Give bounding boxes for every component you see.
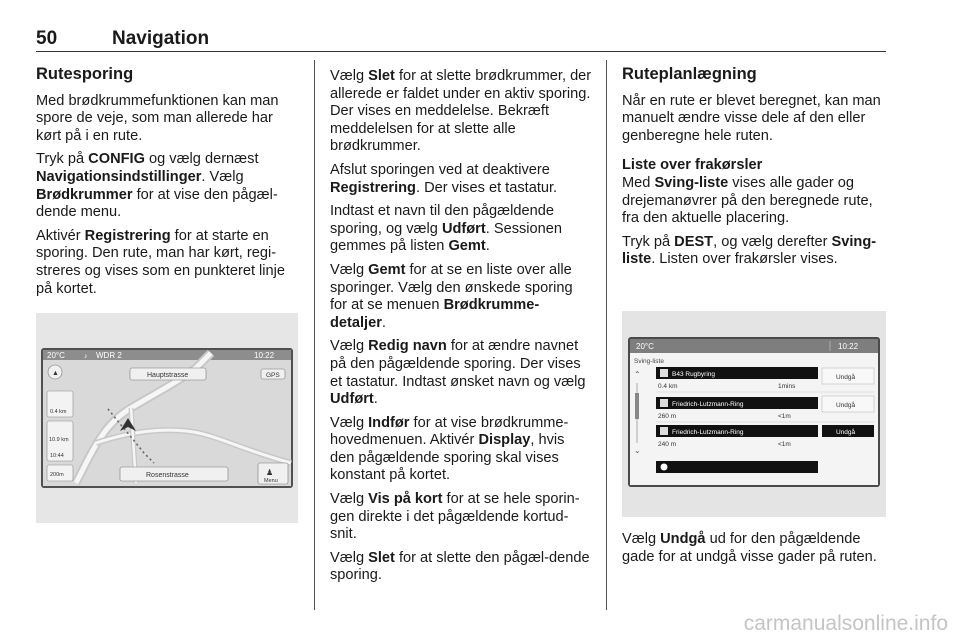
turn-row1-avoid: Undgå bbox=[836, 374, 856, 381]
subheading-frakoersler: Liste over frakørsler bbox=[622, 157, 763, 174]
paragraph: Aktivér Registrering for at starte en sporing. Den rute, man har kørt, regi‐streres og vises som en punkteret linje på kortet. bbox=[36, 227, 286, 297]
watermark: carmanualsonline.info bbox=[743, 612, 948, 635]
menu-person-icon: ♟ bbox=[266, 468, 274, 477]
nav-scale: 200m bbox=[50, 472, 64, 478]
svg-text:▲: ▲ bbox=[52, 370, 59, 377]
page-number: 50 bbox=[36, 28, 58, 49]
turn-row1-dist: 0.4 km bbox=[658, 383, 678, 390]
navigation-map-graphic bbox=[36, 313, 298, 523]
turn-row2-avoid: Undgå bbox=[836, 402, 856, 409]
paragraph: Med brødkrummefunktionen kan man spore de veje, som man allerede har kørt på i en rute. bbox=[36, 92, 279, 144]
nav-dist1: 0.4 km bbox=[50, 409, 67, 415]
nav-eta: 10:44 bbox=[50, 453, 64, 459]
turn-row3-time: <1m bbox=[778, 441, 791, 448]
paragraph: Vælg Redig navn for at ændre navnet på den pågældende sporing. Der vises et tastatur. Indtast ønsket navn og vælg Udført. bbox=[330, 338, 586, 408]
heading-rutesporing: Rutesporing bbox=[36, 65, 134, 83]
column-divider bbox=[606, 60, 607, 610]
navigation-map-screenshot bbox=[36, 313, 298, 523]
nav-dist2: 10.9 km bbox=[49, 437, 69, 443]
turn-row2-dist: 260 m bbox=[658, 413, 677, 420]
turn-list-graphic bbox=[622, 311, 886, 517]
turn-row1-street: B43 Rugbyring bbox=[672, 371, 715, 378]
column-divider bbox=[314, 60, 315, 610]
nav-street-top: Hauptstrasse bbox=[147, 372, 189, 379]
paragraph: Vælg Slet for at slette brødkrummer, der allerede er faldet under en aktiv sporing. Der vises en meddelelse. Bekræft meddelelsen for at slette alle brødkrummer. bbox=[330, 68, 592, 155]
column-1 bbox=[36, 66, 298, 304]
section-title: Navigation bbox=[112, 28, 210, 49]
nav-time: 10:22 bbox=[254, 351, 275, 360]
column-2 bbox=[330, 68, 592, 591]
paragraph: Indtast et navn til den pågældende sporing, og vælg Udført. Sessionen gemmes på listen Gemt. bbox=[330, 203, 562, 255]
turn-row3-dist: 240 m bbox=[658, 441, 677, 448]
nav-station: WDR 2 bbox=[96, 351, 122, 360]
turn-row3-avoid: Undgå bbox=[836, 429, 856, 436]
turn-row2-street: Friedrich-Lutzmann-Ring bbox=[672, 401, 744, 408]
paragraph: Tryk på DEST, og vælg derefter Sving-liste. Listen over frakørsler vises. bbox=[622, 233, 877, 268]
compass-icon bbox=[661, 464, 668, 471]
paragraph: Vælg Gemt for at se en liste over alle sporinger. Vælg den ønskede sporing for at se menuen Brødkrumme‐detaljer. bbox=[330, 261, 573, 331]
paragraph: Vælg Indfør for at vise brødkrumme‐hovedmenuen. Aktivér Display, hvis den pågældende sporing skal vises konstant på kortet. bbox=[330, 414, 569, 484]
nav-menu: Menu bbox=[264, 478, 278, 484]
page-header bbox=[36, 28, 886, 52]
scroll-up-icon: ⌃ bbox=[634, 370, 641, 379]
paragraph: Vælg Undgå ud for den pågældende gade for at undgå visse gader på ruten. bbox=[622, 531, 877, 565]
paragraph: Vælg Vis på kort for at se hele sporin‐gen direkte i det pågældende kortud‐snit. bbox=[330, 491, 580, 543]
nav-gps: GPS bbox=[266, 372, 280, 379]
column-3 bbox=[622, 66, 886, 275]
paragraph: Med Sving-liste vises alle gader og drejemanøvrer på den beregnede rute, fra den aktuelle placering. bbox=[622, 174, 873, 227]
turn-list-screenshot bbox=[622, 311, 886, 517]
heading-ruteplanlaegning: Ruteplanlægning bbox=[622, 65, 757, 83]
turn-time: 10:22 bbox=[838, 342, 859, 351]
scroll-down-icon: ⌄ bbox=[634, 446, 641, 455]
paragraph: Vælg Slet for at slette den pågæl‐dende sporing. bbox=[330, 549, 590, 584]
nav-radio-icon: ♪ bbox=[84, 353, 88, 360]
turn-title: Sving-liste bbox=[634, 358, 664, 365]
paragraph: Når en rute er blevet beregnet, kan man manuelt ændre visse dele af den eller genberegne hele ruten. bbox=[622, 92, 881, 144]
paragraph: Afslut sporingen ved at deaktivere Registrering. Der vises et tastatur. bbox=[330, 161, 558, 196]
paragraph: Tryk på CONFIG og vælg dernæst Navigationsindstillinger. Vælg Brødkrummer for at vise den pågæl‐dende menu. bbox=[36, 151, 278, 221]
turn-row1-time: 1mins bbox=[778, 383, 796, 390]
nav-temp: 20°C bbox=[47, 351, 65, 360]
nav-street-bottom: Rosenstrasse bbox=[146, 472, 189, 479]
turn-temp: 20°C bbox=[636, 342, 654, 351]
column-3-bottom bbox=[622, 531, 886, 572]
turn-row3-street: Friedrich-Lutzmann-Ring bbox=[672, 429, 744, 436]
turn-row2-time: <1m bbox=[778, 413, 791, 420]
